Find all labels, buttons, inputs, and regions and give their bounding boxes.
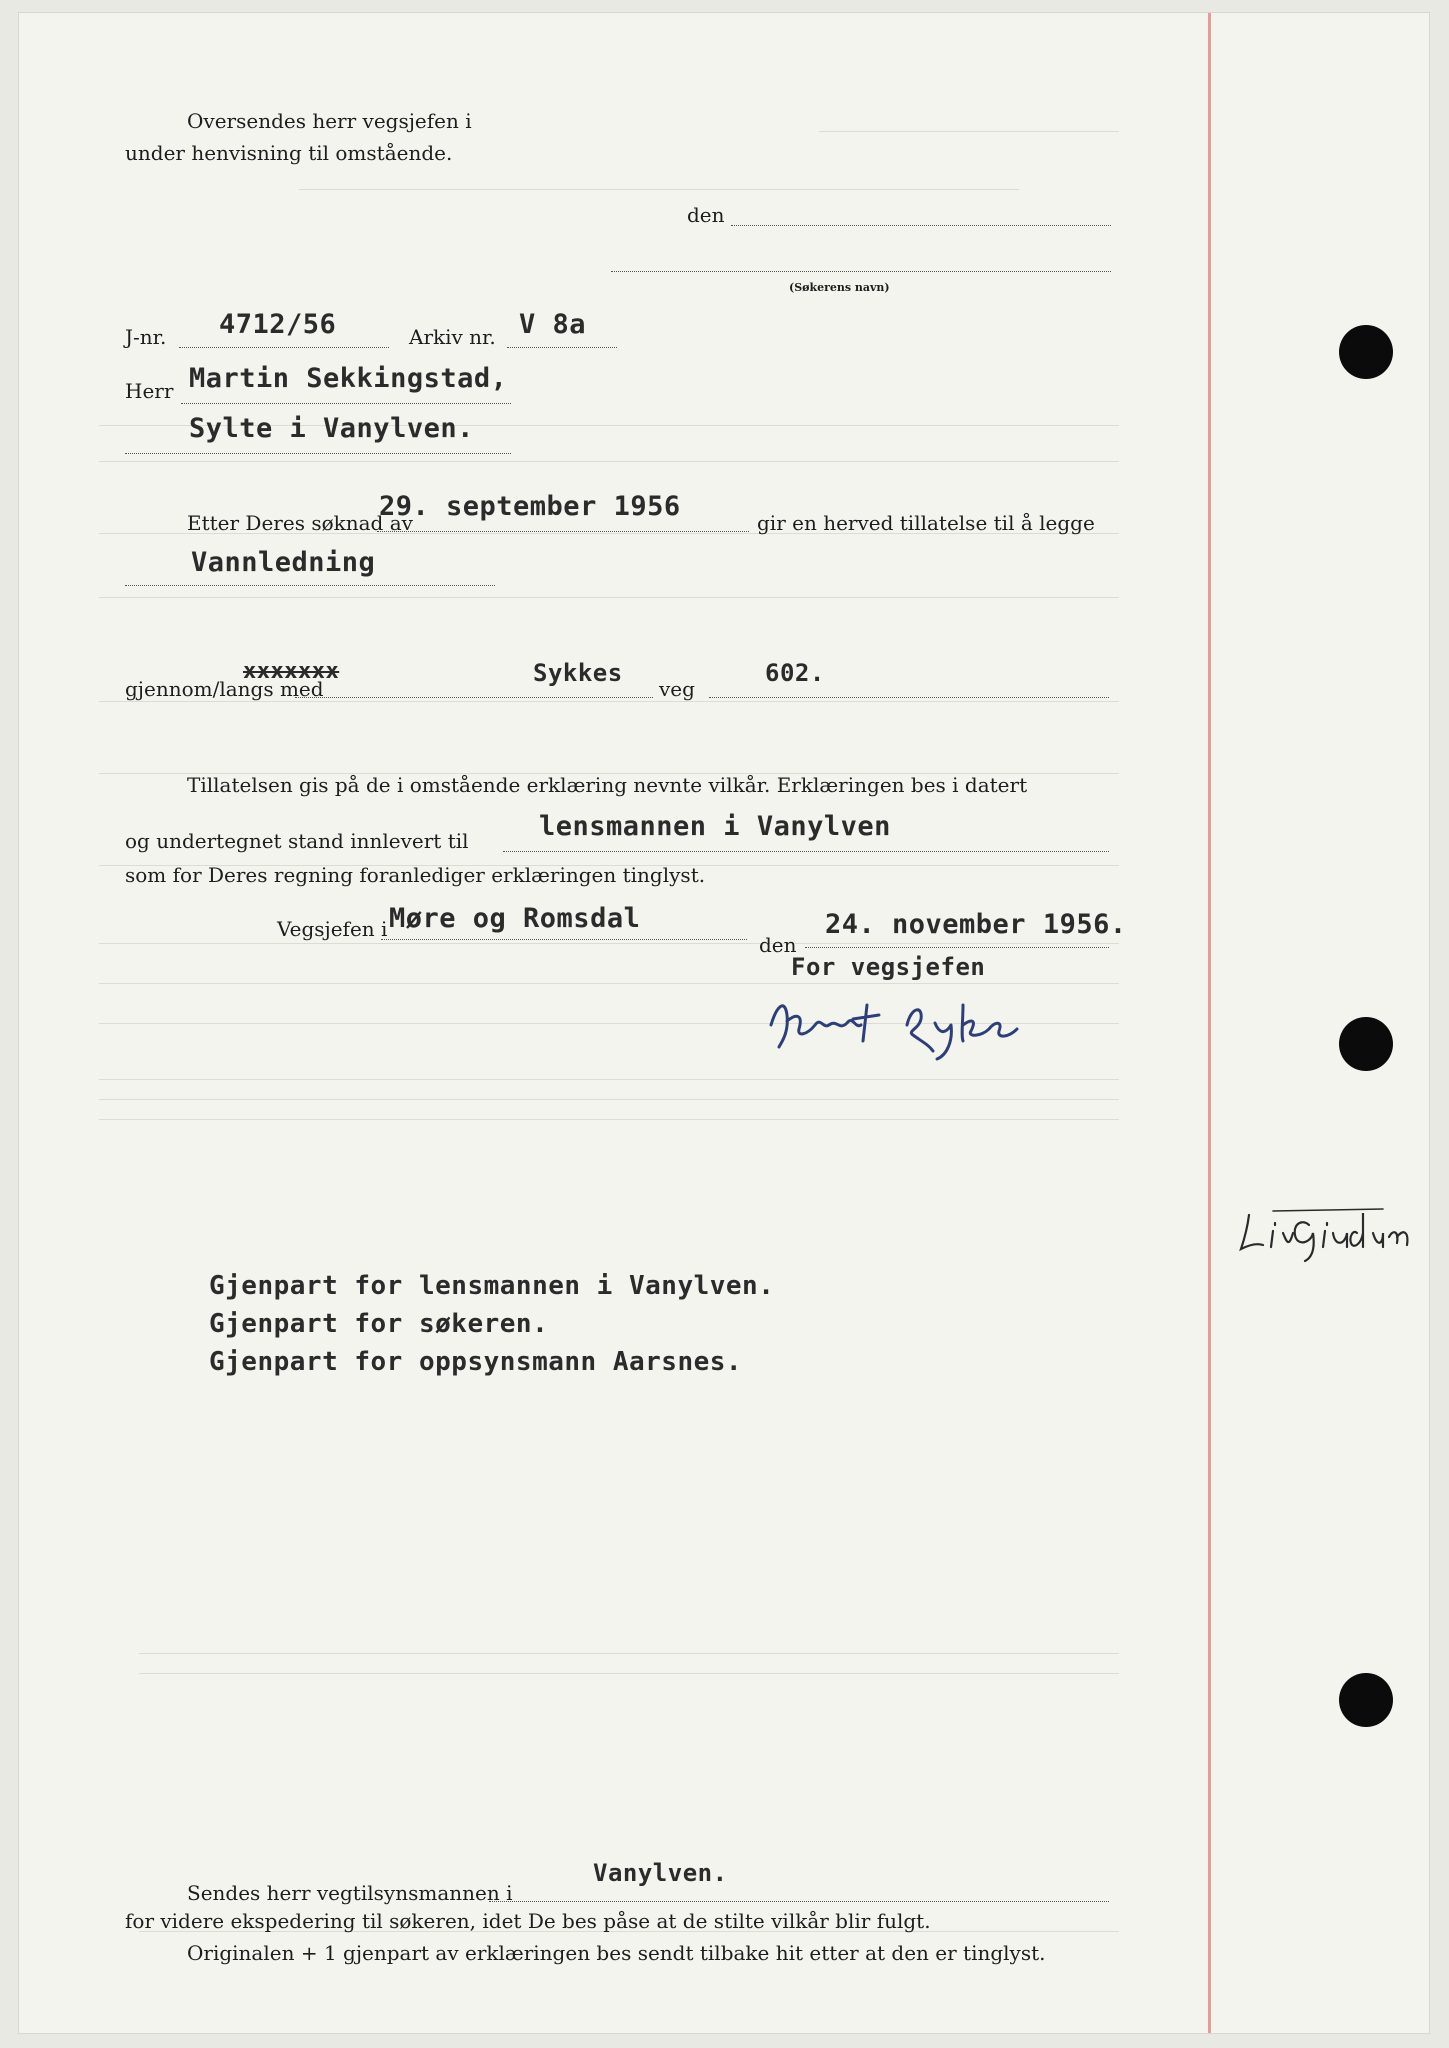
road-name: Sykkes [533, 659, 623, 687]
along-label: gjennom/langs med [125, 677, 324, 701]
applicant-line [611, 271, 1111, 272]
footer-line-2: for videre ekspedering til søkeren, idet De bes påse at de stilte vilkår blir fulgt. [125, 1909, 931, 1933]
for-vegsjefen: For vegsjefen [791, 953, 986, 981]
header-line-1: Oversendes herr vegsjefen i [187, 109, 472, 133]
deliver-to-line [503, 851, 1109, 852]
arkiv-value: V 8a [519, 309, 587, 340]
signoff-date: 24. november 1956. [825, 909, 1127, 940]
footer-place-line [489, 1901, 1109, 1902]
footer-line-1: Sendes herr vegtilsynsmannen i [187, 1881, 513, 1905]
applicant-caption: (Søkerens navn) [789, 281, 890, 294]
along-line [295, 697, 653, 698]
application-date-line [377, 531, 749, 532]
header-date-line [731, 225, 1111, 226]
jnr-label: J-nr. [125, 325, 167, 349]
permit-object: Vannledning [191, 547, 376, 578]
recipient-name-line [181, 403, 511, 404]
arkiv-label: Arkiv nr. [409, 325, 496, 349]
margin-signature [1233, 1203, 1433, 1263]
recipient-address: Sylte i Vanylven. [189, 413, 474, 444]
herr-label: Herr [125, 379, 174, 403]
vegsjef-signature [757, 985, 1117, 1065]
document-page [18, 12, 1430, 2034]
application-date: 29. september 1956 [379, 491, 681, 522]
permit-intro-before: Etter Deres søknad av [187, 511, 413, 535]
footer-line-3: Originalen + 1 gjenpart av erklæringen bes sendt tilbake hit etter at den er tinglyst. [187, 1941, 1046, 1965]
recipient-address-line [125, 453, 511, 454]
punch-hole [1339, 325, 1393, 379]
header-line-2: under henvisning til omstående. [125, 141, 453, 165]
signoff-date-line [805, 947, 1109, 948]
vegsjef-label: Vegsjefen i [277, 917, 388, 941]
road-number: 602. [765, 659, 825, 687]
county: Møre og Romsdal [389, 903, 641, 934]
margin-rule [1208, 13, 1211, 2033]
jnr-line [179, 347, 389, 348]
copy-line-2: Gjenpart for søkeren. [209, 1309, 549, 1339]
header-den-label: den [687, 203, 725, 227]
arkiv-line [507, 347, 617, 348]
veg-label: veg [659, 677, 695, 701]
conditions-line-1: Tillatelsen gis på de i omstående erklæring nevnte vilkår. Erklæringen bes i datert [187, 773, 1028, 797]
road-number-line [709, 697, 1109, 698]
copy-line-3: Gjenpart for oppsynsmann Aarsnes. [209, 1347, 743, 1377]
jnr-value: 4712/56 [219, 309, 337, 340]
punch-hole [1339, 1017, 1393, 1071]
permit-object-line [125, 585, 495, 586]
punch-hole [1339, 1673, 1393, 1727]
copy-line-1: Gjenpart for lensmannen i Vanylven. [209, 1271, 775, 1301]
county-line [381, 939, 747, 940]
recipient-name: Martin Sekkingstad, [189, 363, 508, 394]
conditions-line-2: og undertegnet stand innlevert til [125, 829, 469, 853]
conditions-line-3: som for Deres regning foranlediger erklæringen tinglyst. [125, 863, 706, 887]
signoff-den-label: den [759, 933, 797, 957]
footer-place: Vanylven. [593, 1859, 728, 1887]
permit-intro-after: gir en herved tillatelse til å legge [757, 511, 1095, 535]
struck-text: xxxxxxx [243, 659, 340, 684]
deliver-to: lensmannen i Vanylven [539, 811, 891, 842]
